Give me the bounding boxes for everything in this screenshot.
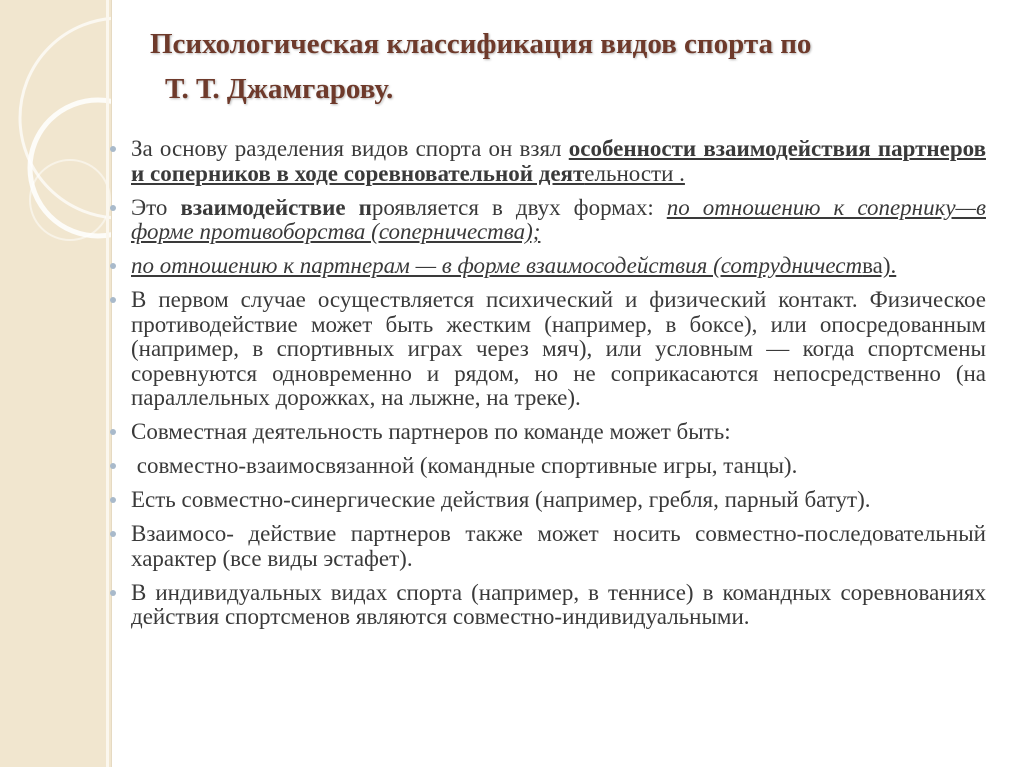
bullet-dot	[110, 531, 116, 537]
bullet-text: В индивидуальных видах спорта (например, в теннисе) в командных соревнованиях действия спортсменов являются совместно-индивидуальными.	[131, 579, 986, 629]
bullet-text-italic: по отношению к сопернику—в форме противоборства (соперничества);	[131, 194, 986, 244]
bullet-text: Взаимосо- действие партнеров также может носить совместно-последовательный характер (все виды эстафет).	[131, 521, 986, 571]
bullet-text: Есть совместно-синергические действия (например, гребля, парный батут).	[131, 487, 871, 512]
title-line-1: Психологическая классификация видов спорта по	[150, 28, 812, 60]
bullet-list	[131, 137, 986, 639]
bullet-dot	[110, 429, 116, 435]
bullet-text: Это	[131, 194, 181, 220]
bullet-text: роявляется в двух формах:	[371, 194, 667, 220]
bullet-text: В первом случае осуществляется психический и физический контакт. Физическое противодействие может быть жестким (например, в боксе), или опосредованным (например, в спортивных играх через мяч), или условным — когда спортсмены соревнуются одновременно и рядом, но не соприкасаются непосредственно (на параллельных дорожках, на лыжне, на треке).	[131, 287, 986, 410]
bullet-item-1	[131, 137, 986, 186]
decorative-strip	[0, 0, 112, 767]
slide-title	[150, 22, 990, 112]
bullet-dot	[110, 463, 116, 469]
bullet-dot	[110, 205, 116, 211]
bullet-item-2	[131, 196, 986, 245]
bullet-text-underlined: ва).	[862, 253, 897, 278]
title-line-2: Т. Т. Джамгарову.	[165, 73, 394, 105]
bullet-item-4	[131, 288, 986, 411]
bullet-dot	[110, 263, 116, 269]
bullet-text: Совместная деятельность партнеров по команде может быть:	[131, 419, 731, 444]
bullet-dot	[110, 590, 116, 596]
strip-border	[111, 0, 112, 767]
bullet-item-8	[131, 522, 986, 571]
bullet-item-5	[131, 420, 986, 445]
bullet-item-6	[131, 454, 986, 479]
bullet-dot	[110, 297, 116, 303]
bullet-text: За основу разделения видов спорта он взял	[131, 136, 569, 161]
bullet-text: совместно-взаимосвязанной (командные спортивные игры, танцы).	[131, 453, 798, 478]
bullet-text-bold: взаимодействие п	[180, 194, 372, 220]
bullet-text-underlined: ельности .	[584, 160, 685, 186]
bullet-item-3	[131, 254, 986, 279]
decorative-circles	[0, 0, 112, 767]
bullet-text-italic: по отношению к партнерам — в форме взаимосодействия (сотрудничест	[131, 253, 863, 278]
decorative-line	[106, 0, 109, 767]
bullet-item-9	[131, 581, 986, 630]
bullet-item-7	[131, 488, 986, 513]
bullet-text-bold: особенности взаимодействия партнеров и соперников в ходе соревновательной деят	[131, 136, 986, 186]
bullet-dot	[110, 146, 116, 152]
bullet-dot	[110, 497, 116, 503]
